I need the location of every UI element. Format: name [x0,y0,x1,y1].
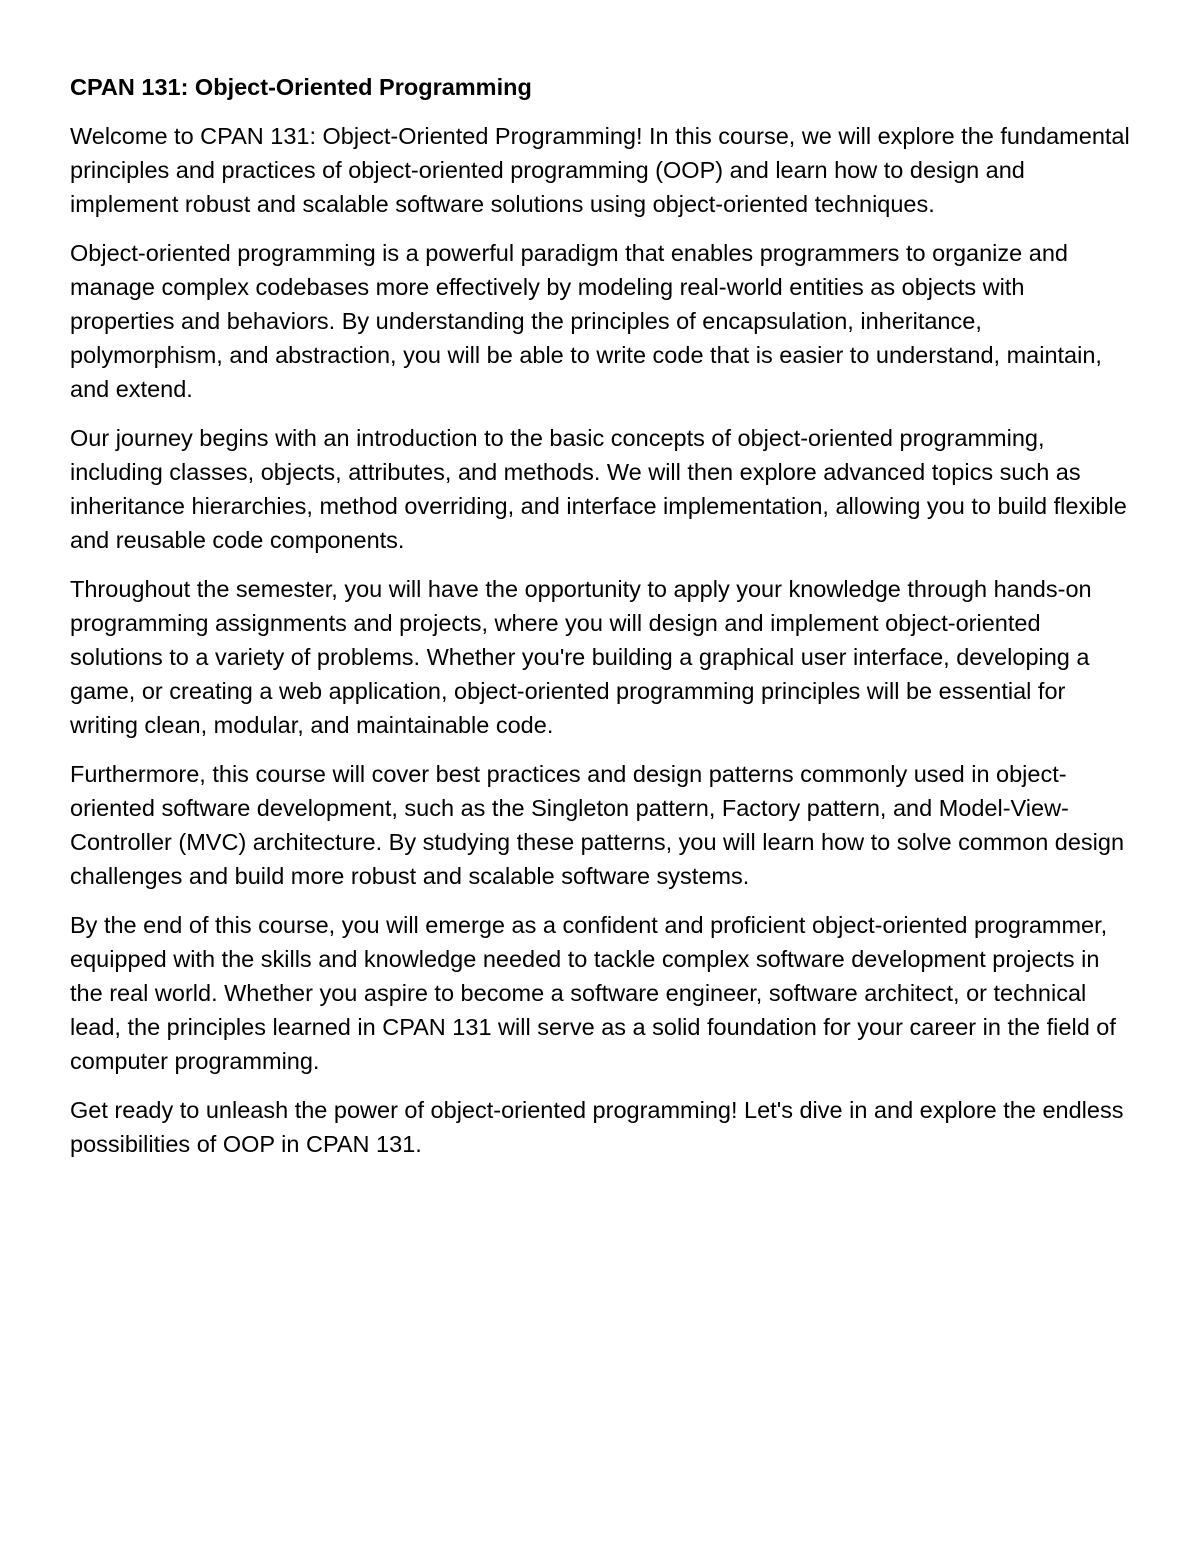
paragraph-semester: Throughout the semester, you will have the opportunity to apply your knowledge through hands-on programming assignments and projects, where you will design and implement object-oriented solutions to a variety of problems. Whether you're building a graphical user interface, developing a game, or creating a web application, object-oriented programming principles will be essential for writing clean, modular, and maintainable code. [70,576,1092,738]
document-title: CPAN 131: Object-Oriented Programming [70,74,532,100]
paragraph-journey: Our journey begins with an introduction to the basic concepts of object-oriented programming, including classes, objects, attributes, and methods. We will then explore advanced topics such as inheritance hierarchies, method overriding, and interface implementation, allowing you to build flexible and reusable code components. [70,425,1127,553]
paragraph-welcome: Welcome to CPAN 131: Object-Oriented Programming! In this course, we will explore the fundamental principles and practices of object-oriented programming (OOP) and learn how to design and implement robust and scalable software solutions using object-oriented techniques. [70,123,1130,217]
paragraph-closing: Get ready to unleash the power of object-oriented programming! Let's dive in and explore the endless possibilities of OOP in CPAN 131. [70,1097,1124,1157]
paragraph-design-patterns: Furthermore, this course will cover best practices and design patterns commonly used in object-oriented software development, such as the Singleton pattern, Factory pattern, and Model-View-Controller (MVC) architecture. By studying these patterns, you will learn how to solve common design challenges and build more robust and scalable software systems. [70,761,1125,889]
paragraph-outcomes: By the end of this course, you will emerge as a confident and proficient object-oriented programmer, equipped with the skills and knowledge needed to tackle complex software development projects in the real world. Whether you aspire to become a software engineer, software architect, or technical lead, the principles learned in CPAN 131 will serve as a solid foundation for your career in the field of computer programming. [70,912,1116,1074]
document-body [70,70,1132,1161]
paragraph-oop-overview: Object-oriented programming is a powerful paradigm that enables programmers to organize and manage complex codebases more effectively by modeling real-world entities as objects with properties and behaviors. By understanding the principles of encapsulation, inheritance, polymorphism, and abstraction, you will be able to write code that is easier to understand, maintain, and extend. [70,240,1102,402]
